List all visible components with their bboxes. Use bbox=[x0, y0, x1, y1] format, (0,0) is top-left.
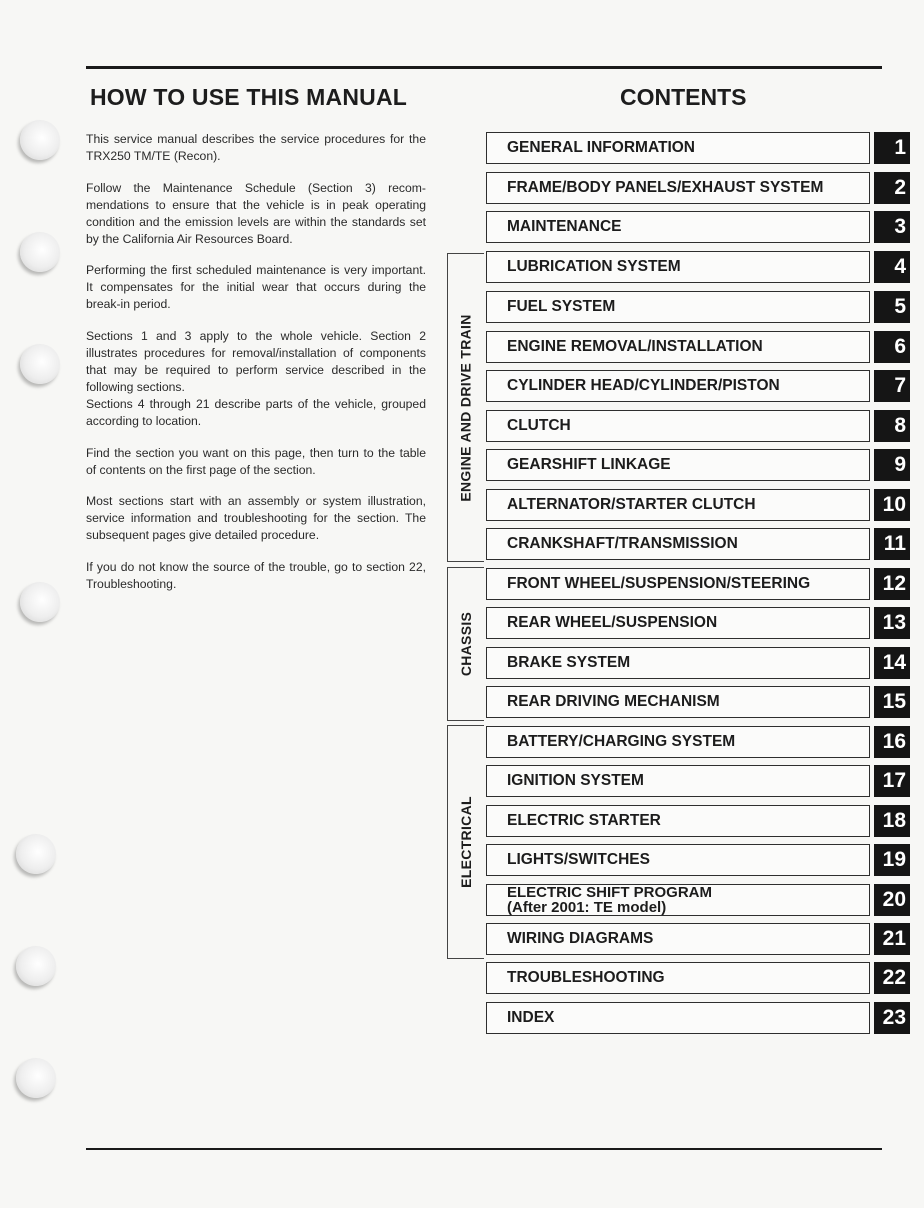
toc-entry-title[interactable]: TROUBLESHOOTING bbox=[507, 969, 665, 986]
chassis-group bbox=[447, 567, 484, 721]
toc-entry-title[interactable]: ELECTRIC STARTER bbox=[507, 812, 661, 829]
toc-entry-number[interactable]: 3 bbox=[874, 211, 910, 243]
toc-entry-title[interactable]: BATTERY/CHARGING SYSTEM bbox=[507, 733, 736, 750]
bottom-rule bbox=[86, 1148, 882, 1150]
toc-entry-box[interactable] bbox=[486, 607, 870, 639]
intro-paragraph: Most sections start with an assembly or system illustration, service information and troubleshooting for the section. The subsequent pages give detailed procedure. bbox=[86, 494, 426, 543]
toc-entry-box[interactable] bbox=[486, 211, 870, 243]
engine-group-label: ENGINE AND DRIVE TRAIN bbox=[458, 313, 475, 502]
toc-entry-box[interactable] bbox=[486, 686, 870, 718]
toc-entry-title[interactable]: LUBRICATION SYSTEM bbox=[507, 258, 681, 275]
toc-entry[interactable] bbox=[486, 251, 918, 285]
binder-hole bbox=[20, 582, 60, 622]
toc-entry-title[interactable]: IGNITION SYSTEM bbox=[507, 772, 644, 789]
toc-entry-number[interactable]: 13 bbox=[874, 607, 910, 639]
toc-entry-title[interactable]: LIGHTS/SWITCHES bbox=[507, 851, 650, 868]
toc-entry[interactable] bbox=[486, 410, 918, 444]
binder-hole bbox=[16, 1058, 56, 1098]
toc-entry-number[interactable]: 22 bbox=[874, 962, 910, 994]
toc-entry-box[interactable] bbox=[486, 172, 870, 204]
toc-entry-box[interactable] bbox=[486, 844, 870, 876]
toc-entry-box[interactable] bbox=[486, 884, 870, 916]
toc-entry-title[interactable]: ALTERNATOR/STARTER CLUTCH bbox=[507, 496, 756, 513]
engine-group bbox=[447, 253, 484, 562]
toc-entry-box[interactable] bbox=[486, 647, 870, 679]
intro-paragraph: Performing the first scheduled maintenance is very important. It compensates for the initial wear that occurs during the break-in period. bbox=[86, 263, 426, 312]
toc-entry-title[interactable]: ELECTRIC SHIFT PROGRAM (After 2001: TE model) bbox=[507, 884, 712, 916]
toc-entry[interactable] bbox=[486, 844, 918, 878]
toc-entry[interactable] bbox=[486, 765, 918, 799]
toc-entry[interactable] bbox=[486, 449, 918, 483]
contents-title: CONTENTS bbox=[620, 84, 747, 110]
toc-entry-number[interactable]: 12 bbox=[874, 568, 910, 600]
toc-entry-title[interactable]: REAR WHEEL/SUSPENSION bbox=[507, 614, 718, 631]
electrical-group-label: ELECTRICAL bbox=[458, 796, 475, 888]
toc-entry-number[interactable]: 7 bbox=[874, 370, 910, 402]
toc-entry-number[interactable]: 14 bbox=[874, 647, 910, 679]
binder-hole bbox=[20, 232, 60, 272]
toc-entry-number[interactable]: 4 bbox=[874, 251, 910, 283]
toc-entry-box[interactable] bbox=[486, 805, 870, 837]
toc-entry[interactable] bbox=[486, 647, 918, 681]
toc-entry-number[interactable]: 2 bbox=[874, 172, 910, 204]
binder-hole bbox=[16, 834, 56, 874]
toc-entry-title[interactable]: FRAME/BODY PANELS/EXHAUST SYSTEM bbox=[507, 179, 824, 196]
toc-entry-title[interactable]: REAR DRIVING MECHANISM bbox=[507, 693, 720, 710]
toc-entry[interactable] bbox=[486, 726, 918, 760]
toc-entry-title[interactable]: CLUTCH bbox=[507, 417, 571, 434]
toc-entry[interactable] bbox=[486, 172, 918, 206]
toc-entry-box[interactable] bbox=[486, 489, 870, 521]
electrical-group-label-wrap bbox=[448, 726, 484, 958]
toc-entry-box[interactable] bbox=[486, 962, 870, 994]
toc-entry-box[interactable] bbox=[486, 449, 870, 481]
intro-paragraph: Follow the Maintenance Schedule (Section 3) recom-mendations to ensure that the vehicle is in peak operating condition and the emission levels are within the standards set by the California Air Resources Board. bbox=[86, 180, 426, 246]
toc-entry-number[interactable]: 17 bbox=[874, 765, 910, 797]
toc-entry-number[interactable]: 9 bbox=[874, 449, 910, 481]
chassis-group-label-wrap bbox=[448, 568, 484, 720]
toc-entry-number[interactable]: 23 bbox=[874, 1002, 910, 1034]
toc-entry-number[interactable]: 15 bbox=[874, 686, 910, 718]
toc-entry-title[interactable]: WIRING DIAGRAMS bbox=[507, 930, 654, 947]
engine-group-label-wrap bbox=[448, 254, 484, 561]
toc-entry-number[interactable]: 10 bbox=[874, 489, 910, 521]
toc-entry-title[interactable]: BRAKE SYSTEM bbox=[507, 654, 631, 671]
toc-entry-box[interactable] bbox=[486, 568, 870, 600]
toc-entry-title[interactable]: GENERAL INFORMATION bbox=[507, 139, 696, 156]
toc-entry[interactable] bbox=[486, 962, 918, 996]
binder-hole bbox=[20, 344, 60, 384]
toc-entry-box[interactable] bbox=[486, 923, 870, 955]
toc-entry-box[interactable] bbox=[486, 251, 870, 283]
toc-entry[interactable] bbox=[486, 686, 918, 720]
toc-entry-title[interactable]: FRONT WHEEL/SUSPENSION/STEERING bbox=[507, 575, 811, 592]
chassis-group-label: CHASSIS bbox=[458, 611, 474, 677]
toc-entry[interactable] bbox=[486, 291, 918, 325]
toc-entry-box[interactable] bbox=[486, 528, 870, 560]
toc-entry-number[interactable]: 18 bbox=[874, 805, 910, 837]
toc-entry-number[interactable]: 11 bbox=[874, 528, 910, 560]
toc-entry-box[interactable] bbox=[486, 1002, 870, 1034]
toc-entry-box[interactable] bbox=[486, 291, 870, 323]
toc-entry[interactable] bbox=[486, 805, 918, 839]
toc-entry[interactable] bbox=[486, 132, 918, 166]
toc-entry-title[interactable]: CYLINDER HEAD/CYLINDER/PISTON bbox=[507, 377, 780, 394]
toc-entry-number[interactable]: 1 bbox=[874, 132, 910, 164]
toc-entry-number[interactable]: 8 bbox=[874, 410, 910, 442]
toc-entry-box[interactable] bbox=[486, 410, 870, 442]
toc-entry[interactable] bbox=[486, 331, 918, 365]
toc-entry[interactable] bbox=[486, 884, 918, 918]
intro-paragraph: This service manual describes the service procedures for the TRX250 TM/TE (Recon). bbox=[86, 132, 426, 163]
toc-entry-box[interactable] bbox=[486, 331, 870, 363]
toc-entry[interactable] bbox=[486, 568, 918, 602]
toc-entry-number[interactable]: 20 bbox=[874, 884, 910, 916]
toc-entry-title[interactable]: GEARSHIFT LINKAGE bbox=[507, 456, 671, 473]
toc-entry[interactable] bbox=[486, 489, 918, 523]
toc-entry-box[interactable] bbox=[486, 765, 870, 797]
toc-entry[interactable] bbox=[486, 923, 918, 957]
binder-hole bbox=[16, 946, 56, 986]
toc-entry-title[interactable]: ENGINE REMOVAL/INSTALLATION bbox=[507, 338, 763, 355]
toc-entry-number[interactable]: 16 bbox=[874, 726, 910, 758]
toc-entry[interactable] bbox=[486, 211, 918, 245]
toc-entry-title[interactable]: CRANKSHAFT/TRANSMISSION bbox=[507, 535, 738, 552]
toc-entry[interactable] bbox=[486, 370, 918, 404]
toc-entry-box[interactable] bbox=[486, 132, 870, 164]
toc-entry-title[interactable]: INDEX bbox=[507, 1009, 555, 1026]
toc-entry-box[interactable] bbox=[486, 726, 870, 758]
toc-entry[interactable] bbox=[486, 607, 918, 641]
toc-entry-title[interactable]: MAINTENANCE bbox=[507, 218, 622, 235]
toc-entry-number[interactable]: 21 bbox=[874, 923, 910, 955]
manual-usage-title: HOW TO USE THIS MANUAL bbox=[90, 84, 408, 110]
electrical-group bbox=[447, 725, 484, 959]
intro-paragraph: If you do not know the source of the trouble, go to section 22, Troubleshooting. bbox=[86, 560, 426, 592]
toc-entry-number[interactable]: 19 bbox=[874, 844, 910, 876]
intro-paragraph: Find the section you want on this page, then turn to the table of contents on the first page of the section. bbox=[86, 445, 426, 477]
toc-entry-number[interactable]: 6 bbox=[874, 331, 910, 363]
intro-paragraph: Sections 1 and 3 apply to the whole vehicle. Section 2 illustrates procedures for removal/installation of components that may be required to perform service described in the following sections. Sections 4 through 21 describe parts of the vehicle, grouped according to location. bbox=[86, 329, 426, 428]
toc-entry-box[interactable] bbox=[486, 370, 870, 402]
toc-entry-title[interactable]: FUEL SYSTEM bbox=[507, 298, 616, 315]
toc-entry[interactable] bbox=[486, 528, 918, 562]
usage-instructions bbox=[86, 131, 426, 608]
toc-entry-number[interactable]: 5 bbox=[874, 291, 910, 323]
top-rule bbox=[86, 66, 882, 69]
toc-entry[interactable] bbox=[486, 1002, 918, 1036]
binder-hole bbox=[20, 120, 60, 160]
